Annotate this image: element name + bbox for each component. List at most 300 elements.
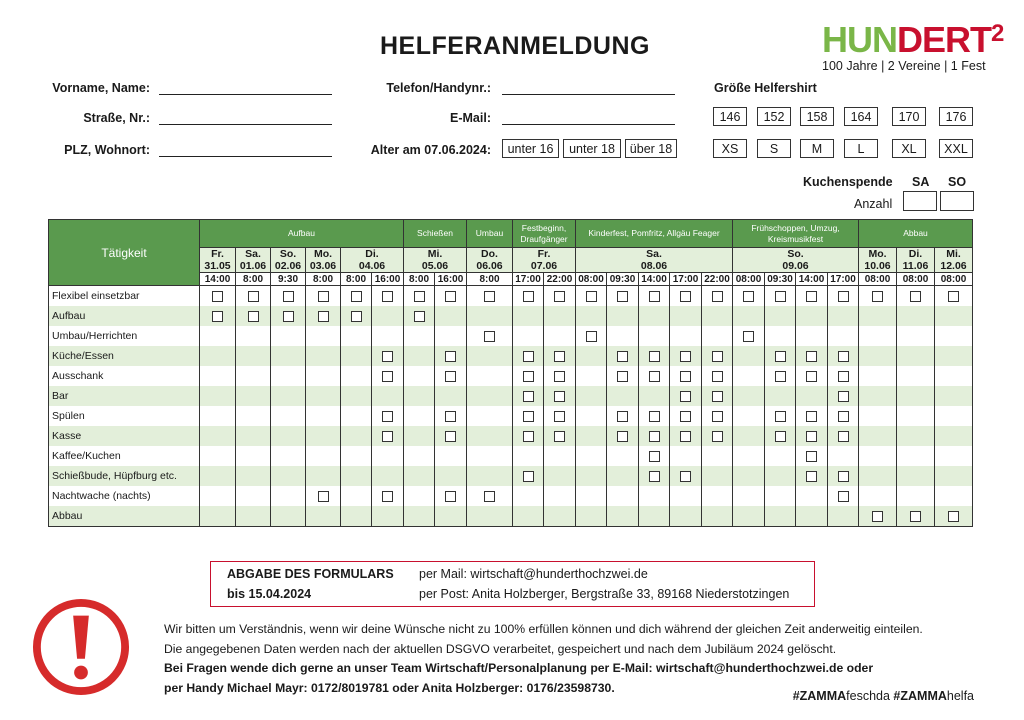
slot-cell: [859, 486, 897, 506]
slot-cell: [341, 466, 372, 486]
group-umbau: Umbau: [467, 220, 513, 248]
slot-checkbox[interactable]: [523, 351, 534, 362]
slot-checkbox[interactable]: [382, 411, 393, 422]
slot-checkbox[interactable]: [712, 291, 723, 302]
day-header: [341, 248, 404, 273]
slot-cell: [404, 366, 435, 386]
slot-cell: [670, 306, 702, 326]
slot-checkbox[interactable]: [806, 291, 817, 302]
slot-cell: [404, 426, 435, 446]
shirt-158-option[interactable]: 158: [800, 107, 834, 126]
slot-checkbox[interactable]: [680, 371, 691, 382]
shirt-xxl-option[interactable]: XXL: [939, 139, 973, 158]
slot-cell: [702, 326, 733, 346]
slot-checkbox[interactable]: [743, 291, 754, 302]
slot-cell: [236, 366, 271, 386]
slot-checkbox[interactable]: [838, 391, 849, 402]
slot-cell: [435, 426, 467, 446]
slot-cell: [341, 406, 372, 426]
slot-checkbox[interactable]: [212, 311, 223, 322]
slot-cell: [271, 506, 306, 527]
slot-checkbox[interactable]: [806, 351, 817, 362]
time-header: 14:00: [796, 273, 828, 286]
slot-cell: [341, 426, 372, 446]
slot-checkbox[interactable]: [351, 311, 362, 322]
slot-cell: [702, 386, 733, 406]
slot-cell: [639, 366, 670, 386]
slot-cell: [897, 406, 935, 426]
time-header: 17:00: [670, 273, 702, 286]
shirt-size-label: Größe Helfershirt: [714, 81, 817, 95]
day-header: [897, 248, 935, 273]
slot-cell: [236, 426, 271, 446]
slot-cell: [306, 306, 341, 326]
slot-checkbox[interactable]: [523, 371, 534, 382]
slot-cell: [796, 426, 828, 446]
slot-checkbox[interactable]: [838, 291, 849, 302]
slot-checkbox[interactable]: [445, 411, 456, 422]
slot-cell: [576, 366, 607, 386]
day-name: Mi.: [427, 248, 443, 260]
slot-cell: [828, 426, 859, 446]
slot-checkbox[interactable]: [775, 411, 786, 422]
day-header: [306, 248, 341, 273]
age-label: Alter am 07.06.2024:: [370, 143, 491, 157]
slot-checkbox[interactable]: [523, 431, 534, 442]
slot-cell: [236, 486, 271, 506]
cake-sa-input[interactable]: [903, 191, 937, 211]
slot-checkbox[interactable]: [680, 391, 691, 402]
day-date: 09.06: [782, 260, 809, 272]
slot-cell: [236, 326, 271, 346]
task-label: Kaffee/Kuchen: [49, 446, 200, 466]
slot-cell: [576, 326, 607, 346]
slot-cell: [404, 406, 435, 426]
slot-checkbox[interactable]: [523, 391, 534, 402]
slot-cell: [404, 446, 435, 466]
slot-cell: [897, 306, 935, 326]
slot-cell: [372, 426, 404, 446]
time-header: 16:00: [435, 273, 467, 286]
shirt-xs-option[interactable]: XS: [713, 139, 747, 158]
slot-checkbox[interactable]: [872, 291, 883, 302]
slot-cell: [702, 286, 733, 307]
table-row: [49, 366, 973, 386]
slot-checkbox[interactable]: [775, 371, 786, 382]
time-header: 9:30: [271, 273, 306, 286]
slot-cell: [576, 426, 607, 446]
slot-checkbox[interactable]: [910, 511, 921, 522]
slot-checkbox[interactable]: [586, 331, 597, 342]
time-header: 14:00: [639, 273, 670, 286]
slot-cell: [828, 466, 859, 486]
slot-checkbox[interactable]: [649, 471, 660, 482]
slot-checkbox[interactable]: [838, 471, 849, 482]
slot-checkbox[interactable]: [554, 351, 565, 362]
day-date: 07.06: [530, 260, 558, 272]
slot-checkbox[interactable]: [649, 291, 660, 302]
slot-cell: [796, 386, 828, 406]
slot-cell: [607, 386, 639, 406]
slot-cell: [372, 286, 404, 307]
slot-cell: [607, 286, 639, 307]
slot-checkbox[interactable]: [680, 351, 691, 362]
slot-checkbox[interactable]: [712, 431, 723, 442]
slot-checkbox[interactable]: [680, 291, 691, 302]
slot-cell: [733, 506, 765, 527]
slot-checkbox[interactable]: [838, 351, 849, 362]
slot-checkbox[interactable]: [382, 291, 393, 302]
slot-checkbox[interactable]: [806, 371, 817, 382]
slot-checkbox[interactable]: [248, 291, 259, 302]
slot-cell: [200, 506, 236, 527]
slot-checkbox[interactable]: [649, 351, 660, 362]
day-header: [467, 248, 513, 273]
slot-cell: [306, 446, 341, 466]
slot-cell: [733, 446, 765, 466]
slot-cell: [306, 326, 341, 346]
slot-cell: [372, 466, 404, 486]
time-header: 08:00: [897, 273, 935, 286]
age-under16-option[interactable]: unter 16: [502, 139, 559, 158]
table-row: [49, 306, 973, 326]
street-field[interactable]: [159, 123, 332, 125]
day-date: 05.06: [421, 260, 449, 272]
group-festbeginn: Festbeginn, Draufgänger: [513, 220, 576, 248]
slot-checkbox[interactable]: [617, 291, 628, 302]
slot-cell: [702, 446, 733, 466]
slot-cell: [467, 386, 513, 406]
slot-cell: [639, 306, 670, 326]
time-header: 17:00: [513, 273, 544, 286]
slot-checkbox[interactable]: [554, 291, 565, 302]
slot-cell: [271, 486, 306, 506]
slot-cell: [435, 406, 467, 426]
slot-cell: [544, 466, 576, 486]
slot-cell: [897, 386, 935, 406]
slot-cell: [271, 466, 306, 486]
slot-cell: [404, 306, 435, 326]
slot-checkbox[interactable]: [838, 371, 849, 382]
slot-cell: [435, 286, 467, 307]
slot-checkbox[interactable]: [680, 471, 691, 482]
slot-cell: [828, 366, 859, 386]
slot-checkbox[interactable]: [318, 291, 329, 302]
slot-checkbox[interactable]: [649, 371, 660, 382]
slot-checkbox[interactable]: [445, 371, 456, 382]
slot-checkbox[interactable]: [351, 291, 362, 302]
slot-checkbox[interactable]: [484, 491, 495, 502]
slot-checkbox[interactable]: [649, 411, 660, 422]
slot-checkbox[interactable]: [382, 431, 393, 442]
slot-checkbox[interactable]: [712, 391, 723, 402]
slot-cell: [200, 366, 236, 386]
day-date: 06.06: [476, 260, 503, 272]
slot-cell: [513, 406, 544, 426]
slot-cell: [765, 486, 796, 506]
note-privacy: Die angegebenen Daten werden nach der aktuellen DSGVO verarbeitet, gespeichert und nach dem Jubiläum 2024 gelöscht.: [164, 642, 837, 656]
slot-cell: [435, 466, 467, 486]
slot-checkbox[interactable]: [554, 411, 565, 422]
slot-cell: [513, 506, 544, 527]
slot-cell: [271, 366, 306, 386]
slot-cell: [897, 466, 935, 486]
slot-checkbox[interactable]: [712, 371, 723, 382]
slot-checkbox[interactable]: [414, 291, 425, 302]
slot-cell: [670, 426, 702, 446]
shirt-l-option[interactable]: L: [844, 139, 878, 158]
cake-label: Kuchenspende: [803, 175, 893, 189]
time-header: 08:00: [859, 273, 897, 286]
slot-cell: [467, 306, 513, 326]
slot-cell: [341, 486, 372, 506]
slot-checkbox[interactable]: [523, 411, 534, 422]
slot-checkbox[interactable]: [523, 291, 534, 302]
day-date: 03.06: [309, 260, 337, 272]
tagline: 100 Jahre | 2 Vereine | 1 Fest: [822, 59, 986, 73]
slot-cell: [544, 426, 576, 446]
slot-cell: [796, 366, 828, 386]
slot-checkbox[interactable]: [554, 431, 565, 442]
slot-cell: [935, 366, 973, 386]
slot-cell: [544, 486, 576, 506]
shirt-m-option[interactable]: M: [800, 139, 834, 158]
email-field[interactable]: [502, 123, 675, 125]
slot-cell: [897, 486, 935, 506]
slot-checkbox[interactable]: [617, 371, 628, 382]
slot-checkbox[interactable]: [484, 291, 495, 302]
slot-cell: [404, 486, 435, 506]
slot-checkbox[interactable]: [617, 411, 628, 422]
shirt-s-option[interactable]: S: [757, 139, 791, 158]
day-date: 11.06: [902, 260, 929, 272]
slot-cell: [859, 306, 897, 326]
slot-checkbox[interactable]: [554, 391, 565, 402]
slot-cell: [828, 286, 859, 307]
slot-cell: [607, 366, 639, 386]
age-under18-option[interactable]: unter 18: [563, 139, 621, 158]
submission-post: per Post: Anita Holzberger, Bergstraße 33, 89168 Niederstotzingen: [419, 587, 790, 601]
slot-cell: [765, 506, 796, 527]
slot-cell: [513, 386, 544, 406]
slot-cell: [372, 306, 404, 326]
slot-cell: [271, 406, 306, 426]
slot-cell: [639, 286, 670, 307]
slot-cell: [236, 386, 271, 406]
name-field[interactable]: [159, 93, 332, 95]
slot-checkbox[interactable]: [586, 291, 597, 302]
slot-checkbox[interactable]: [680, 411, 691, 422]
slot-cell: [607, 426, 639, 446]
slot-checkbox[interactable]: [283, 291, 294, 302]
slot-cell: [236, 466, 271, 486]
day-header: [200, 248, 236, 273]
slot-cell: [670, 486, 702, 506]
slot-checkbox[interactable]: [382, 491, 393, 502]
slot-cell: [733, 406, 765, 426]
slot-cell: [435, 506, 467, 527]
slot-cell: [607, 346, 639, 366]
slot-checkbox[interactable]: [523, 471, 534, 482]
slot-cell: [859, 506, 897, 527]
slot-cell: [765, 446, 796, 466]
slot-checkbox[interactable]: [617, 351, 628, 362]
table-row: [49, 326, 973, 346]
slot-checkbox[interactable]: [775, 351, 786, 362]
slot-checkbox[interactable]: [712, 411, 723, 422]
shirt-152-option[interactable]: 152: [757, 107, 791, 126]
slot-cell: [200, 486, 236, 506]
slot-cell: [404, 346, 435, 366]
cake-sa-label: SA: [912, 175, 930, 189]
slot-cell: [897, 326, 935, 346]
age-over18-option[interactable]: über 18: [625, 139, 677, 158]
slot-cell: [200, 326, 236, 346]
slot-cell: [467, 486, 513, 506]
slot-cell: [765, 366, 796, 386]
slot-cell: [576, 446, 607, 466]
slot-checkbox[interactable]: [248, 311, 259, 322]
slot-cell: [306, 506, 341, 527]
slot-cell: [544, 326, 576, 346]
slot-checkbox[interactable]: [212, 291, 223, 302]
shirt-xl-option[interactable]: XL: [892, 139, 926, 158]
group-schiessen: Schießen: [404, 220, 467, 248]
slot-cell: [372, 506, 404, 527]
street-label: Straße, Nr.:: [83, 111, 150, 125]
slot-cell: [236, 346, 271, 366]
slot-cell: [796, 406, 828, 426]
slot-checkbox[interactable]: [617, 431, 628, 442]
slot-checkbox[interactable]: [948, 291, 959, 302]
slot-checkbox[interactable]: [775, 291, 786, 302]
slot-cell: [576, 506, 607, 527]
slot-cell: [897, 506, 935, 527]
slot-checkbox[interactable]: [712, 351, 723, 362]
table-row: [49, 286, 973, 307]
slot-cell: [702, 346, 733, 366]
slot-cell: [607, 326, 639, 346]
day-date: 12.06: [940, 260, 967, 272]
slot-checkbox[interactable]: [910, 291, 921, 302]
slot-cell: [467, 446, 513, 466]
slot-checkbox[interactable]: [382, 351, 393, 362]
slot-cell: [236, 446, 271, 466]
slot-checkbox[interactable]: [318, 311, 329, 322]
slot-cell: [576, 406, 607, 426]
slot-checkbox[interactable]: [806, 451, 817, 462]
day-date: 01.06: [239, 260, 267, 272]
day-name: Mo.: [313, 248, 333, 260]
slot-cell: [670, 386, 702, 406]
slot-cell: [765, 466, 796, 486]
slot-cell: [513, 466, 544, 486]
slot-checkbox[interactable]: [743, 331, 754, 342]
slot-cell: [607, 486, 639, 506]
slot-checkbox[interactable]: [283, 311, 294, 322]
slot-checkbox[interactable]: [554, 371, 565, 382]
slot-cell: [341, 306, 372, 326]
slot-cell: [544, 386, 576, 406]
slot-cell: [765, 286, 796, 307]
slot-checkbox[interactable]: [806, 431, 817, 442]
submission-mail: per Mail: wirtschaft@hunderthochzwei.de: [419, 567, 648, 581]
slot-checkbox[interactable]: [318, 491, 329, 502]
cake-so-input[interactable]: [940, 191, 974, 211]
task-label: Bar: [49, 386, 200, 406]
slot-checkbox[interactable]: [445, 491, 456, 502]
slot-checkbox[interactable]: [838, 491, 849, 502]
slot-checkbox[interactable]: [649, 451, 660, 462]
shirt-164-option[interactable]: 164: [844, 107, 878, 126]
table-row: [49, 346, 973, 366]
time-header: 22:00: [702, 273, 733, 286]
slot-cell: [935, 446, 973, 466]
slot-cell: [200, 426, 236, 446]
slot-checkbox[interactable]: [680, 431, 691, 442]
slot-cell: [828, 386, 859, 406]
slot-checkbox[interactable]: [838, 431, 849, 442]
slot-cell: [306, 366, 341, 386]
slot-checkbox[interactable]: [649, 431, 660, 442]
slot-cell: [859, 406, 897, 426]
shirt-176-option[interactable]: 176: [939, 107, 973, 126]
slot-checkbox[interactable]: [806, 471, 817, 482]
slot-cell: [733, 286, 765, 307]
slot-checkbox[interactable]: [806, 411, 817, 422]
slot-cell: [639, 486, 670, 506]
task-label: Kasse: [49, 426, 200, 446]
phone-field[interactable]: [502, 93, 675, 95]
slot-cell: [435, 346, 467, 366]
table-row: [49, 386, 973, 406]
shirt-170-option[interactable]: 170: [892, 107, 926, 126]
slot-cell: [702, 306, 733, 326]
day-header: [236, 248, 271, 273]
slot-cell: [897, 366, 935, 386]
day-date: 04.06: [358, 260, 386, 272]
day-date: 08.06: [640, 260, 668, 272]
cake-so-label: SO: [948, 175, 967, 189]
slot-cell: [435, 326, 467, 346]
slot-cell: [236, 306, 271, 326]
shirt-146-option[interactable]: 146: [713, 107, 747, 126]
slot-cell: [513, 366, 544, 386]
slot-cell: [306, 386, 341, 406]
slot-checkbox[interactable]: [414, 311, 425, 322]
slot-checkbox[interactable]: [382, 371, 393, 382]
slot-checkbox[interactable]: [838, 411, 849, 422]
slot-checkbox[interactable]: [445, 431, 456, 442]
slot-cell: [935, 386, 973, 406]
submission-heading: ABGABE DES FORMULARS: [227, 567, 394, 581]
slot-checkbox[interactable]: [484, 331, 495, 342]
slot-cell: [607, 466, 639, 486]
slot-cell: [702, 406, 733, 426]
slot-checkbox[interactable]: [775, 431, 786, 442]
slot-cell: [733, 366, 765, 386]
slot-checkbox[interactable]: [872, 511, 883, 522]
slot-cell: [765, 346, 796, 366]
slot-cell: [372, 346, 404, 366]
group-abbau: Abbau: [859, 220, 973, 248]
slot-cell: [236, 506, 271, 527]
slot-checkbox[interactable]: [445, 351, 456, 362]
slot-cell: [733, 346, 765, 366]
slot-cell: [702, 366, 733, 386]
slot-checkbox[interactable]: [948, 511, 959, 522]
slot-checkbox[interactable]: [445, 291, 456, 302]
